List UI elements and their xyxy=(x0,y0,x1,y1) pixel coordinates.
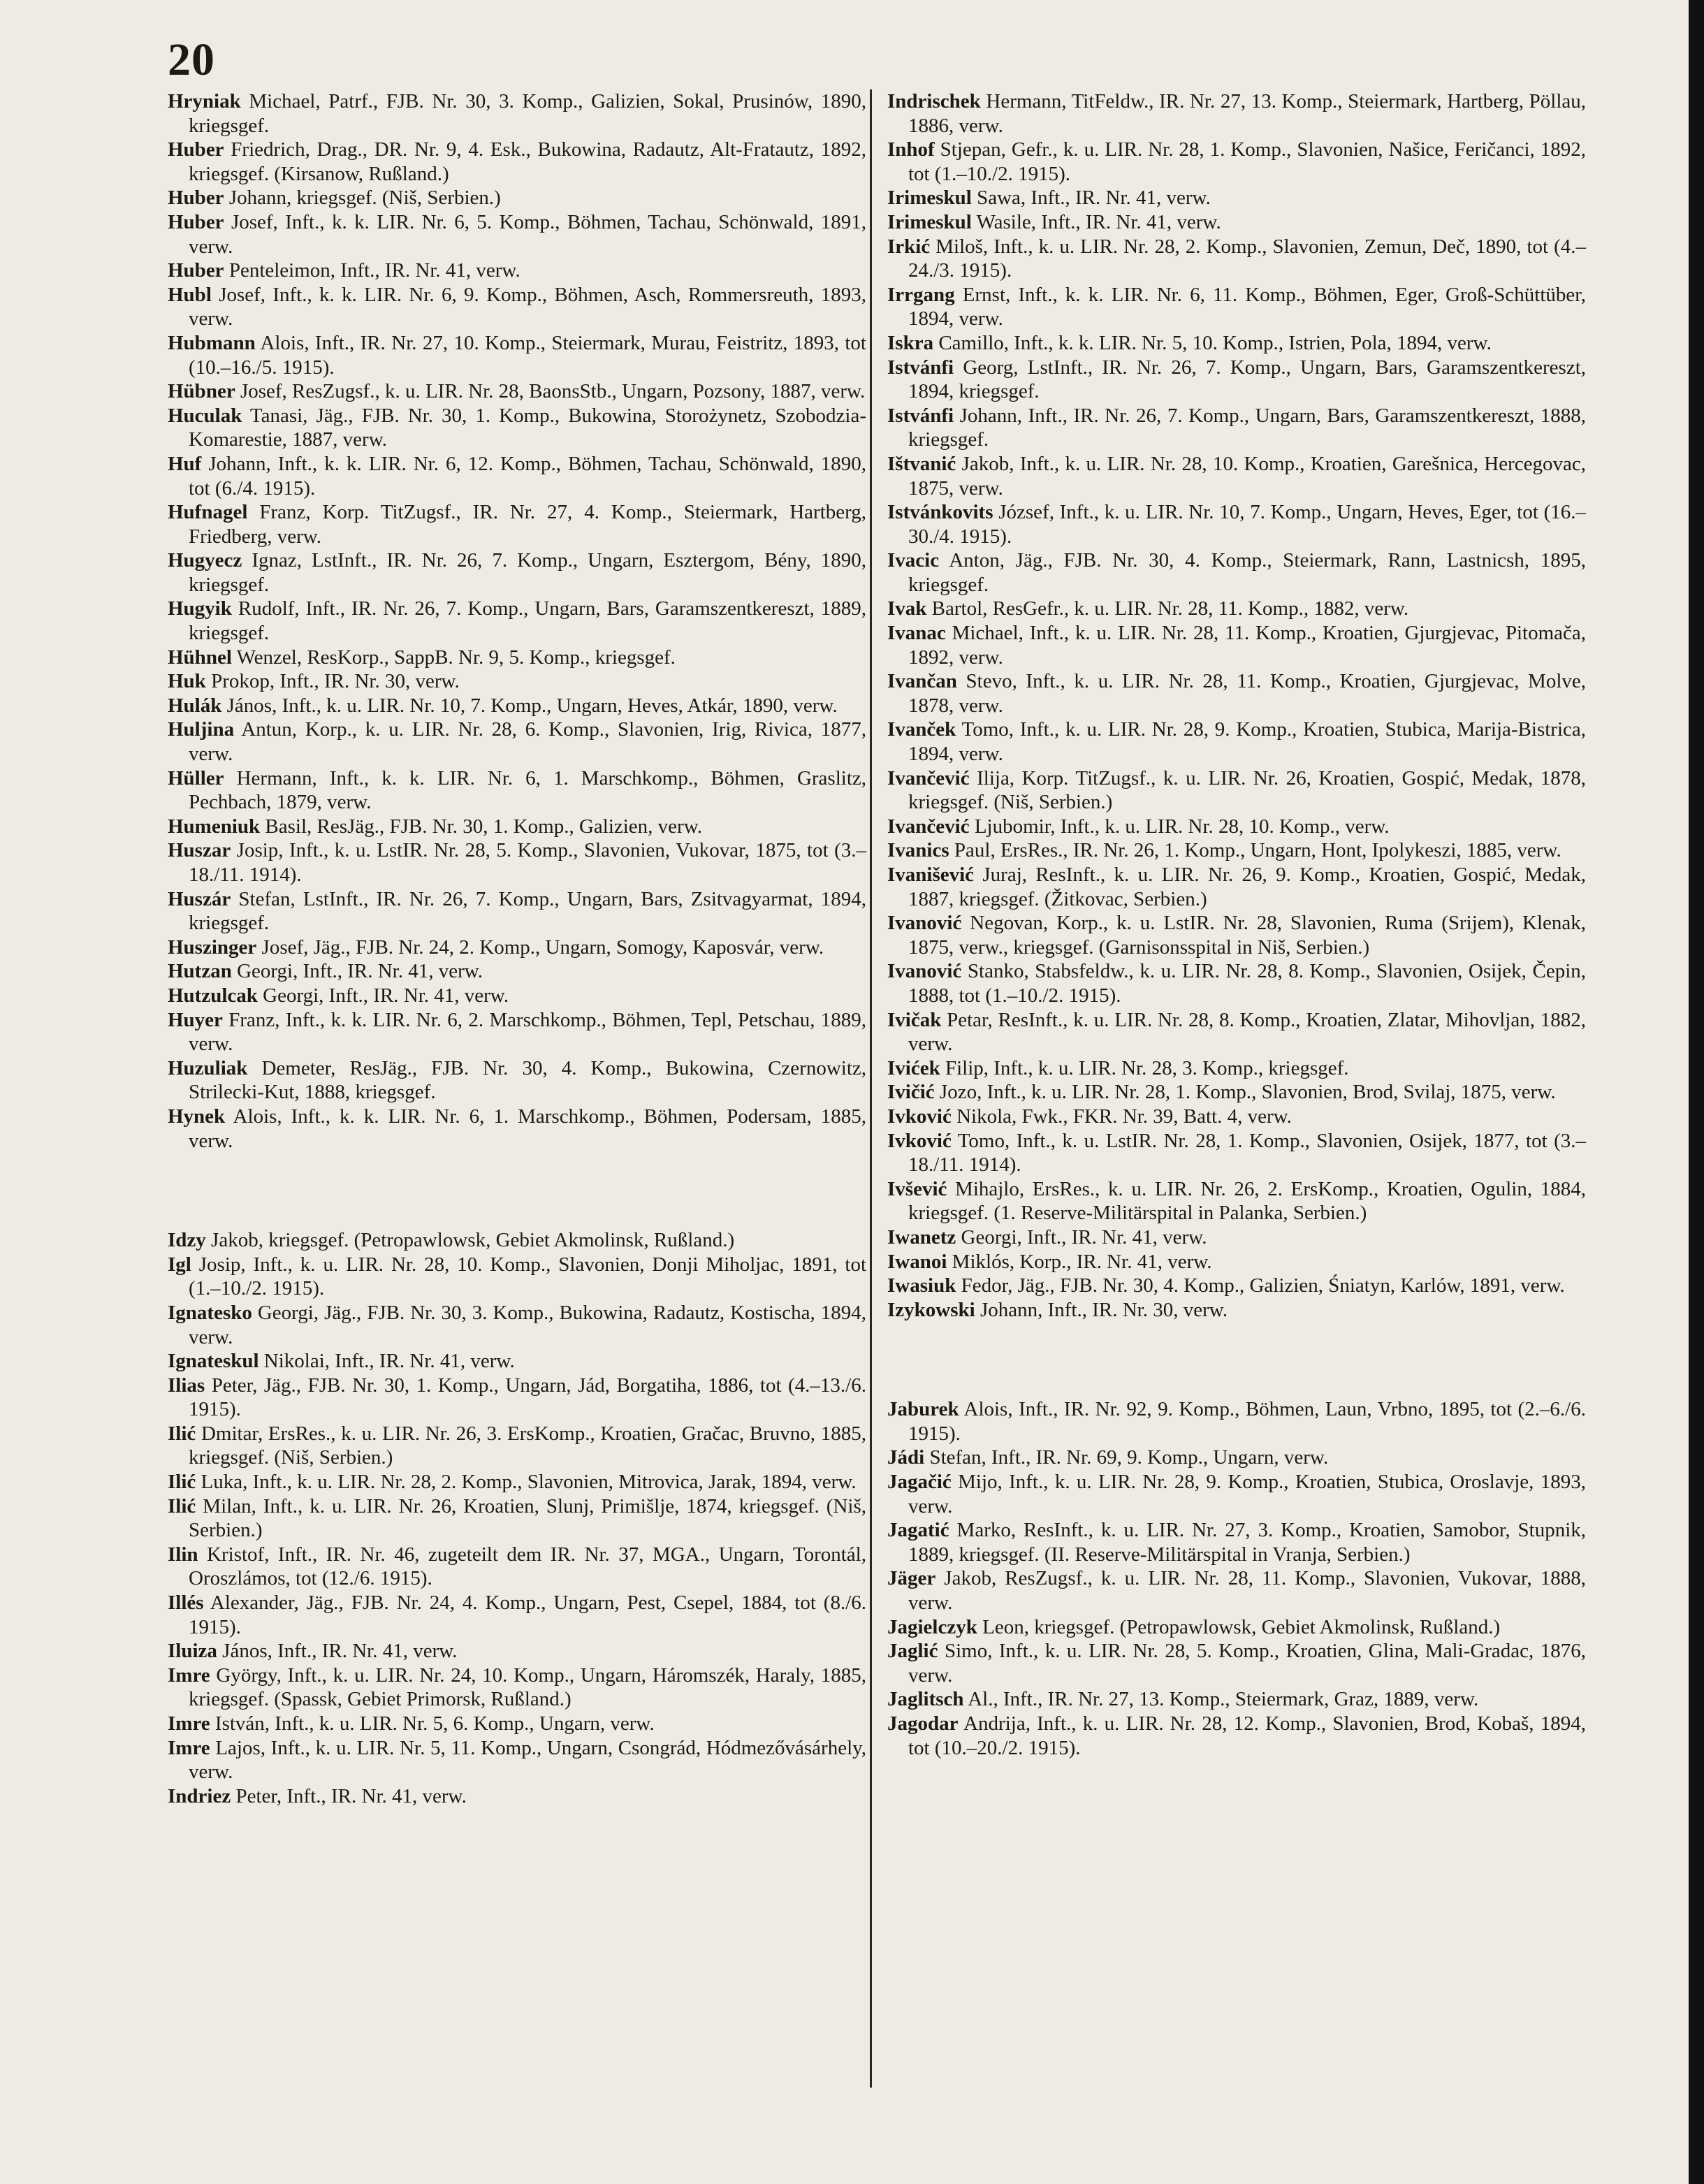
entry-details: Wenzel, ResKorp., SappB. Nr. 9, 5. Komp., kriegsgef. xyxy=(236,646,676,669)
list-entry xyxy=(168,186,866,210)
list-entry xyxy=(887,138,1586,186)
entry-details: Alois, Inft., IR. Nr. 27, 10. Komp., Steiermark, Murau, Feistritz, 1893, tot (10.–16./5. 1915). xyxy=(189,331,866,379)
entry-details: Petar, ResInft., k. u. LIR. Nr. 28, 8. Komp., Kroatien, Zlatar, Mihovljan, 1882, verw. xyxy=(908,1008,1586,1056)
list-entry xyxy=(168,500,866,548)
entry-surname: Iluiza xyxy=(168,1640,217,1663)
entry-details: Stevo, Inft., k. u. LIR. Nr. 28, 11. Komp., Kroatien, Gjurgjevac, Molve, 1878, verw. xyxy=(908,670,1587,717)
entry-surname: Iwasiuk xyxy=(887,1274,956,1297)
list-entry xyxy=(887,959,1586,1007)
list-entry xyxy=(887,1105,1586,1129)
entry-details: Andrija, Inft., k. u. LIR. Nr. 28, 12. Komp., Slavonien, Brod, Kobaš, 1894, tot (10.–20./2. 1915). xyxy=(908,1712,1586,1759)
entry-details: Paul, ErsRes., IR. Nr. 26, 1. Komp., Ungarn, Hont, Ipolykeszi, 1885, verw. xyxy=(954,839,1561,862)
entry-details: Demeter, ResJäg., FJB. Nr. 30, 4. Komp., Bukowina, Czernowitz, Strilecki-Kut, 1888, kriegsgef. xyxy=(189,1056,867,1104)
list-entry xyxy=(887,597,1586,621)
list-entry xyxy=(168,1374,866,1422)
entry-surname: Iwanoi xyxy=(887,1250,947,1273)
entry-details: Miloš, Inft., k. u. LIR. Nr. 28, 2. Komp., Slavonien, Zemun, Deč, 1890, tot (4.–24./3. 1915). xyxy=(908,235,1587,282)
entry-details: Jakob, ResZugsf., k. u. LIR. Nr. 28, 11. Komp., Slavonien, Vukovar, 1888, verw. xyxy=(908,1567,1587,1615)
list-entry xyxy=(887,548,1586,597)
entry-details: Michael, Patrf., FJB. Nr. 30, 3. Komp., Galizien, Sokal, Prusinów, 1890, kriegsgef. xyxy=(189,90,866,137)
entry-surname: Ivanović xyxy=(887,912,962,935)
entry-details: Wasile, Inft., IR. Nr. 41, verw. xyxy=(976,210,1221,233)
list-entry xyxy=(168,1784,866,1809)
entry-surname: Irrgang xyxy=(887,283,955,306)
entry-surname: Ilić xyxy=(168,1422,196,1445)
entry-surname: Istvánfi xyxy=(887,404,954,427)
list-entry xyxy=(887,838,1586,863)
entry-surname: Ivičić xyxy=(887,1081,935,1104)
entry-surname: Istvánfi xyxy=(887,356,954,379)
list-entry xyxy=(168,283,866,331)
entry-details: Stjepan, Gefr., k. u. LIR. Nr. 28, 1. Komp., Slavonien, Našice, Feričanci, 1892, tot (1.–10./2. 1915). xyxy=(908,138,1586,185)
entry-surname: Idzy xyxy=(168,1229,206,1252)
entry-surname: Hutzan xyxy=(168,960,232,983)
list-entry xyxy=(887,1566,1586,1615)
entry-details: Nikola, Fwk., FKR. Nr. 39, Batt. 4, verw. xyxy=(956,1105,1292,1128)
list-entry xyxy=(168,1736,866,1784)
entry-details: Alexander, Jäg., FJB. Nr. 24, 4. Komp., Ungarn, Pest, Csepel, 1884, tot (8./6. 1915). xyxy=(189,1592,866,1638)
list-entry xyxy=(168,766,866,815)
entry-surname: Huyer xyxy=(168,1008,223,1031)
entry-details: Stanko, Stabsfeldw., k. u. LIR. Nr. 28, 8. Komp., Slavonien, Osijek, Čepin, 1888, tot (1.–10./2. 1915). xyxy=(908,960,1586,1007)
page-number: 20 xyxy=(168,34,215,85)
entry-details: Josip, Inft., k. u. LIR. Nr. 28, 10. Komp., Slavonien, Donji Miholjac, 1891, tot (1.–10./2. 1915). xyxy=(189,1253,867,1300)
entry-details: Jakob, kriegsgef. (Petropawlowsk, Gebiet Akmolinsk, Rußland.) xyxy=(211,1229,735,1252)
list-entry xyxy=(887,718,1586,766)
list-entry xyxy=(168,1470,866,1494)
entry-details: Hermann, Inft., k. k. LIR. Nr. 6, 1. Marschkomp., Böhmen, Graslitz, Pechbach, 1879, verw. xyxy=(189,766,867,814)
entry-surname: Huber xyxy=(168,259,224,282)
list-entry xyxy=(168,210,866,259)
entry-surname: Ivanček xyxy=(887,718,956,741)
list-entry xyxy=(887,89,1586,138)
entry-surname: Huljina xyxy=(168,718,235,741)
entry-details: Al., Inft., IR. Nr. 27, 13. Komp., Steiermark, Graz, 1889, verw. xyxy=(968,1688,1479,1711)
entry-surname: Imre xyxy=(168,1712,210,1735)
entry-details: Tomo, Inft., k. u. LstIR. Nr. 28, 1. Komp., Slavonien, Osijek, 1877, tot (3.–18./11. 1914). xyxy=(908,1129,1586,1177)
entry-surname: Indriez xyxy=(168,1784,231,1807)
entry-surname: Jagielczyk xyxy=(887,1615,977,1638)
entry-details: Prokop, Inft., IR. Nr. 30, verw. xyxy=(211,670,460,693)
section-gap xyxy=(168,1153,866,1228)
list-entry xyxy=(168,548,866,597)
entry-details: Jakob, Inft., k. u. LIR. Nr. 28, 10. Komp., Kroatien, Garešnica, Hercegovac, 1875, verw. xyxy=(908,452,1587,500)
entry-surname: Istvánkovits xyxy=(887,501,993,524)
section-gap xyxy=(887,1322,1586,1397)
entry-details: Tomo, Inft., k. u. LIR. Nr. 28, 9. Komp., Kroatien, Stubica, Marija-Bistrica, 1894, verw. xyxy=(908,718,1586,766)
list-entry xyxy=(168,404,866,452)
list-entry xyxy=(887,1639,1586,1687)
list-entry xyxy=(168,1301,866,1349)
entry-details: Johann, kriegsgef. (Niš, Serbien.) xyxy=(228,187,501,210)
entry-surname: Jäger xyxy=(887,1567,936,1590)
entry-surname: Inhof xyxy=(887,138,935,161)
entry-surname: Jaburek xyxy=(887,1398,959,1421)
list-entry xyxy=(168,1712,866,1736)
entry-details: Penteleimon, Inft., IR. Nr. 41, verw. xyxy=(228,259,520,282)
entry-details: Johann, Inft., IR. Nr. 26, 7. Komp., Ungarn, Bars, Garamszentkereszt, 1888, kriegsgef. xyxy=(908,404,1587,451)
entry-details: Jozo, Inft., k. u. LIR. Nr. 28, 1. Komp., Slavonien, Brod, Svilaj, 1875, verw. xyxy=(939,1081,1556,1104)
list-entry xyxy=(887,1225,1586,1250)
entry-surname: Ilić xyxy=(168,1471,196,1494)
entry-details: Josef, ResZugsf., k. u. LIR. Nr. 28, BaonsStb., Ungarn, Pozsony, 1887, verw. xyxy=(240,380,866,403)
list-entry xyxy=(887,452,1586,500)
left-column-i-entries xyxy=(168,1228,866,1808)
list-entry xyxy=(887,1470,1586,1518)
entry-surname: Hynek xyxy=(168,1105,226,1128)
list-entry xyxy=(887,356,1586,404)
entry-details: Josef, Jäg., FJB. Nr. 24, 2. Komp., Ungarn, Somogy, Kaposvár, verw. xyxy=(261,936,824,959)
entry-surname: Jagačić xyxy=(887,1471,952,1494)
entry-surname: Hugyik xyxy=(168,597,232,620)
entry-details: Johann, Inft., IR. Nr. 30, verw. xyxy=(980,1298,1228,1321)
entry-surname: Jagatić xyxy=(887,1519,949,1542)
entry-surname: Ivanac xyxy=(887,622,946,645)
list-entry xyxy=(168,138,866,186)
entry-surname: Ivičak xyxy=(887,1008,942,1031)
list-entry xyxy=(168,452,866,500)
entry-surname: Izykowski xyxy=(887,1298,975,1321)
list-entry xyxy=(887,1518,1586,1566)
list-entry xyxy=(887,1712,1586,1760)
entry-details: Negovan, Korp., k. u. LstIR. Nr. 28, Slavonien, Ruma (Srijem), Klenak, 1875, verw., kriegsgef. (Garnisonsspital in Niš, Serbien.) xyxy=(908,912,1586,959)
entry-details: Hermann, TitFeldw., IR. Nr. 27, 13. Komp., Steiermark, Hartberg, Pöllau, 1886, verw. xyxy=(908,90,1586,137)
entry-details: Georgi, Inft., IR. Nr. 41, verw. xyxy=(263,984,509,1007)
list-entry xyxy=(887,1250,1586,1274)
list-entry xyxy=(168,669,866,694)
list-entry xyxy=(168,1228,866,1253)
entry-details: Franz, Korp. TitZugsf., IR. Nr. 27, 4. Komp., Steiermark, Hartberg, Friedberg, verw. xyxy=(189,501,867,548)
entry-details: Lajos, Inft., k. u. LIR. Nr. 5, 11. Komp., Ungarn, Csongrád, Hódmezővásárhely, verw. xyxy=(189,1736,867,1784)
entry-details: Leon, kriegsgef. (Petropawlowsk, Gebiet Akmolinsk, Rußland.) xyxy=(982,1615,1501,1638)
list-entry xyxy=(887,669,1586,718)
entry-surname: Huszár xyxy=(168,887,231,910)
entry-details: József, Inft., k. u. LIR. Nr. 10, 7. Komp., Ungarn, Heves, Eger, tot (16.–30./4. 1915). xyxy=(908,501,1587,548)
list-entry xyxy=(168,1056,866,1105)
list-entry xyxy=(887,766,1586,815)
list-entry xyxy=(887,500,1586,548)
list-entry xyxy=(168,984,866,1008)
entry-surname: Ivanics xyxy=(887,839,949,862)
entry-details: Peter, Jäg., FJB. Nr. 30, 1. Komp., Ungarn, Jád, Borgatiha, 1886, tot (4.–13./6. 1915). xyxy=(189,1374,866,1421)
entry-surname: Hutzulcak xyxy=(168,984,258,1007)
left-column-h-entries xyxy=(168,89,866,1153)
entry-surname: Iskra xyxy=(887,331,934,354)
list-entry xyxy=(887,1298,1586,1323)
entry-details: Miklós, Korp., IR. Nr. 41, verw. xyxy=(952,1250,1212,1273)
entry-details: János, Inft., IR. Nr. 41, verw. xyxy=(222,1640,458,1663)
entry-details: Mijo, Inft., k. u. LIR. Nr. 28, 9. Komp., Kroatien, Stubica, Oroslavje, 1893, verw. xyxy=(908,1471,1586,1517)
list-entry xyxy=(168,1253,866,1301)
entry-surname: Humeniuk xyxy=(168,815,261,838)
entry-surname: Ivanišević xyxy=(887,864,975,886)
list-entry xyxy=(887,210,1586,235)
list-entry xyxy=(168,1349,866,1374)
entry-surname: Huszar xyxy=(168,839,231,862)
list-entry xyxy=(887,1056,1586,1081)
entry-details: Kristof, Inft., IR. Nr. 46, zugeteilt dem IR. Nr. 37, MGA., Ungarn, Torontál, Oroszlámos, tot (12./6. 1915). xyxy=(189,1543,866,1590)
entry-details: Milan, Inft., k. u. LIR. Nr. 26, Kroatien, Slunj, Primišlje, 1874, kriegsgef. (Niš, Serbien.) xyxy=(189,1494,866,1542)
entry-details: Josef, Inft., k. k. LIR. Nr. 6, 9. Komp., Böhmen, Asch, Rommersreuth, 1893, verw. xyxy=(189,283,866,330)
list-entry xyxy=(887,1274,1586,1298)
list-entry xyxy=(168,1664,866,1712)
entry-surname: Irimeskul xyxy=(887,187,972,210)
list-entry xyxy=(887,815,1586,839)
entry-surname: Imre xyxy=(168,1736,210,1759)
entry-details: János, Inft., k. u. LIR. Nr. 10, 7. Komp., Ungarn, Heves, Atkár, 1890, verw. xyxy=(226,694,838,717)
entry-details: Rudolf, Inft., IR. Nr. 26, 7. Komp., Ungarn, Bars, Garamszentkereszt, 1889, kriegsgef. xyxy=(189,597,866,645)
list-entry xyxy=(887,621,1586,669)
entry-surname: Jaglitsch xyxy=(887,1688,964,1711)
entry-surname: Ivanović xyxy=(887,960,962,983)
list-entry xyxy=(887,283,1586,331)
right-column xyxy=(887,89,1586,1760)
left-column xyxy=(168,89,866,1808)
list-entry xyxy=(168,959,866,984)
entry-surname: Ilias xyxy=(168,1374,205,1397)
entry-details: Bartol, ResGefr., k. u. LIR. Nr. 28, 11. Komp., 1882, verw. xyxy=(931,597,1409,620)
list-entry xyxy=(887,235,1586,283)
entry-surname: Illés xyxy=(168,1592,204,1615)
list-entry xyxy=(168,1591,866,1639)
entry-surname: Huber xyxy=(168,210,224,233)
entry-details: Alois, Inft., IR. Nr. 92, 9. Komp., Böhmen, Laun, Vrbno, 1895, tot (2.–6./6. 1915). xyxy=(908,1398,1586,1445)
list-entry xyxy=(887,331,1586,356)
entry-surname: Ivak xyxy=(887,597,927,620)
entry-details: György, Inft., k. u. LIR. Nr. 24, 10. Komp., Ungarn, Háromszék, Haraly, 1885, kriegsgef. (Spassk, Gebiet Primorsk, Rußland.) xyxy=(189,1664,867,1711)
entry-surname: Huber xyxy=(168,187,224,210)
entry-surname: Huk xyxy=(168,670,206,693)
list-entry xyxy=(168,694,866,718)
entry-surname: Ivančević xyxy=(887,766,970,789)
entry-details: Camillo, Inft., k. k. LIR. Nr. 5, 10. Komp., Istrien, Pola, 1894, verw. xyxy=(938,331,1492,354)
entry-details: Ignaz, LstInft., IR. Nr. 26, 7. Komp., Ungarn, Esztergom, Bény, 1890, kriegsgef. xyxy=(189,549,867,596)
entry-surname: Ignateskul xyxy=(168,1350,259,1373)
entry-surname: Iwanetz xyxy=(887,1225,956,1248)
entry-details: Antun, Korp., k. u. LIR. Nr. 28, 6. Komp., Slavonien, Irig, Rivica, 1877, verw. xyxy=(189,718,866,766)
entry-details: Alois, Inft., k. k. LIR. Nr. 6, 1. Marschkomp., Böhmen, Podersam, 1885, verw. xyxy=(189,1105,866,1152)
list-entry xyxy=(887,1687,1586,1712)
list-entry xyxy=(887,863,1586,911)
entry-surname: Hübner xyxy=(168,380,235,403)
entry-surname: Ivacic xyxy=(887,549,940,572)
entry-details: Stefan, Inft., IR. Nr. 69, 9. Komp., Ungarn, verw. xyxy=(929,1446,1329,1469)
entry-details: Ljubomir, Inft., k. u. LIR. Nr. 28, 10. Komp., verw. xyxy=(974,815,1390,838)
list-entry xyxy=(168,1639,866,1664)
entry-details: Ilija, Korp. TitZugsf., k. u. LIR. Nr. 26, Kroatien, Gospić, Medak, 1878, kriegsgef. (Niš, Serbien.) xyxy=(908,766,1587,814)
entry-details: Georg, LstInft., IR. Nr. 26, 7. Komp., Ungarn, Bars, Garamszentkereszt, 1894, kriegsgef. xyxy=(908,356,1587,403)
entry-surname: Jagodar xyxy=(887,1712,959,1735)
entry-surname: Ivšević xyxy=(887,1177,947,1200)
entry-surname: Imre xyxy=(168,1664,210,1687)
entry-surname: Ivićek xyxy=(887,1056,940,1079)
list-entry xyxy=(887,1397,1586,1446)
list-entry xyxy=(168,1008,866,1056)
entry-details: Nikolai, Inft., IR. Nr. 41, verw. xyxy=(263,1350,515,1373)
list-entry xyxy=(887,1080,1586,1105)
entry-details: Michael, Inft., k. u. LIR. Nr. 28, 11. Komp., Kroatien, Gjurgjevac, Pitomača, 1892, verw. xyxy=(908,622,1587,669)
entry-surname: Ivković xyxy=(887,1129,952,1152)
entry-details: Dmitar, ErsRes., k. u. LIR. Nr. 26, 3. ErsKomp., Kroatien, Gračac, Bruvno, 1885, kriegsgef. (Niš, Serbien.) xyxy=(189,1422,866,1469)
entry-surname: Ištvanić xyxy=(887,452,956,475)
entry-details: Georgi, Inft., IR. Nr. 41, verw. xyxy=(961,1225,1207,1248)
list-entry xyxy=(168,815,866,839)
list-entry xyxy=(887,1129,1586,1177)
entry-details: Josef, Inft., k. k. LIR. Nr. 6, 5. Komp., Böhmen, Tachau, Schönwald, 1891, verw. xyxy=(189,210,866,258)
entry-details: Friedrich, Drag., DR. Nr. 9, 4. Esk., Bukowina, Radautz, Alt-Fratautz, 1892, kriegsgef. (Kirsanow, Rußland.) xyxy=(189,138,867,185)
list-entry xyxy=(168,259,866,283)
column-divider xyxy=(870,89,872,2088)
entry-surname: Huculak xyxy=(168,404,242,427)
list-entry xyxy=(168,646,866,670)
entry-surname: Indrischek xyxy=(887,90,981,112)
entry-details: Sawa, Inft., IR. Nr. 41, verw. xyxy=(977,187,1211,210)
entry-details: Stefan, LstInft., IR. Nr. 26, 7. Komp., Ungarn, Bars, Zsitvagyarmat, 1894, kriegsgef. xyxy=(189,887,866,935)
entry-surname: Hryniak xyxy=(168,90,241,112)
list-entry xyxy=(168,1422,866,1470)
right-column-j-entries xyxy=(887,1397,1586,1760)
entry-surname: Ivančan xyxy=(887,670,957,693)
entry-details: Peter, Inft., IR. Nr. 41, verw. xyxy=(235,1784,467,1807)
entry-surname: Jaglić xyxy=(887,1640,938,1663)
entry-details: Georgi, Inft., IR. Nr. 41, verw. xyxy=(237,960,483,983)
entry-surname: Igl xyxy=(168,1253,191,1276)
entry-surname: Irkić xyxy=(887,235,931,258)
entry-surname: Huf xyxy=(168,452,202,475)
entry-surname: Ivković xyxy=(887,1105,952,1128)
list-entry xyxy=(887,186,1586,210)
list-entry xyxy=(168,331,866,379)
entry-surname: Hugyecz xyxy=(168,549,242,572)
list-entry xyxy=(887,1446,1586,1470)
entry-surname: Huzuliak xyxy=(168,1056,248,1079)
entry-details: Filip, Inft., k. u. LIR. Nr. 28, 3. Komp., kriegsgef. xyxy=(945,1056,1349,1079)
list-entry xyxy=(168,887,866,936)
entry-surname: Jádi xyxy=(887,1446,925,1469)
entry-details: Marko, ResInft., k. u. LIR. Nr. 27, 3. Komp., Kroatien, Samobor, Stupnik, 1889, kriegsgef. (II. Reserve-Militärspital in Vranja, Serbien.) xyxy=(908,1519,1586,1566)
right-column-i-entries xyxy=(887,89,1586,1322)
entry-surname: Huszinger xyxy=(168,936,257,959)
list-entry xyxy=(168,89,866,138)
entry-details: Johann, Inft., k. k. LIR. Nr. 6, 12. Komp., Böhmen, Tachau, Schönwald, 1890, tot (6./4. 1915). xyxy=(189,452,867,500)
entry-details: Josip, Inft., k. u. LstIR. Nr. 28, 5. Komp., Slavonien, Vukovar, 1875, tot (3.–18./11. 1914). xyxy=(189,839,867,886)
entry-surname: Huber xyxy=(168,138,224,161)
entry-details: Franz, Inft., k. k. LIR. Nr. 6, 2. Marschkomp., Böhmen, Tepl, Petschau, 1889, verw. xyxy=(189,1008,866,1056)
list-entry xyxy=(168,379,866,404)
entry-surname: Irimeskul xyxy=(887,210,972,233)
entry-surname: Hufnagel xyxy=(168,501,248,524)
list-entry xyxy=(887,1008,1586,1056)
entry-details: Fedor, Jäg., FJB. Nr. 30, 4. Komp., Galizien, Śniatyn, Karlów, 1891, verw. xyxy=(961,1274,1565,1297)
list-entry xyxy=(887,911,1586,959)
list-entry xyxy=(168,1494,866,1543)
list-entry xyxy=(168,1105,866,1153)
entry-surname: Hulák xyxy=(168,694,222,717)
list-entry xyxy=(887,1615,1586,1640)
list-entry xyxy=(168,936,866,960)
entry-surname: Hühnel xyxy=(168,646,232,669)
entry-details: István, Inft., k. u. LIR. Nr. 5, 6. Komp., Ungarn, verw. xyxy=(214,1712,655,1735)
list-entry xyxy=(168,597,866,645)
entry-details: Mihajlo, ErsRes., k. u. LIR. Nr. 26, 2. ErsKomp., Kroatien, Ogulin, 1884, kriegsgef. (1. Reserve-Militärspital in Palanka, Serbien.) xyxy=(908,1177,1587,1225)
entry-details: Basil, ResJäg., FJB. Nr. 30, 1. Komp., Galizien, verw. xyxy=(265,815,703,838)
entry-surname: Ilin xyxy=(168,1543,198,1566)
entry-details: Anton, Jäg., FJB. Nr. 30, 4. Komp., Steiermark, Rann, Lastnicsh, 1895, kriegsgef. xyxy=(908,549,1586,596)
entry-details: Georgi, Jäg., FJB. Nr. 30, 3. Komp., Bukowina, Radautz, Kostischa, 1894, verw. xyxy=(189,1301,867,1348)
entry-surname: Ivančević xyxy=(887,815,970,838)
entry-surname: Ilić xyxy=(168,1494,196,1517)
entry-surname: Hüller xyxy=(168,766,224,789)
entry-details: Simo, Inft., k. u. LIR. Nr. 28, 5. Komp., Kroatien, Glina, Mali-Gradac, 1876, verw. xyxy=(908,1640,1586,1687)
entry-details: Luka, Inft., k. u. LIR. Nr. 28, 2. Komp., Slavonien, Mitrovica, Jarak, 1894, verw. xyxy=(201,1471,857,1494)
scan-edge-shadow xyxy=(1689,0,1704,2184)
entry-details: Juraj, ResInft., k. u. LIR. Nr. 26, 9. Komp., Kroatien, Gospić, Medak, 1887, kriegsgef. (Žitkovac, Serbien.) xyxy=(908,864,1587,910)
list-entry xyxy=(168,718,866,766)
list-entry xyxy=(887,1177,1586,1225)
list-entry xyxy=(168,838,866,887)
entry-details: Tanasi, Jäg., FJB. Nr. 30, 1. Komp., Bukowina, Storożynetz, Szobodzia-Komarestie, 1887, verw. xyxy=(189,404,866,451)
entry-surname: Hubmann xyxy=(168,331,256,354)
list-entry xyxy=(887,404,1586,452)
entry-details: Ernst, Inft., k. k. LIR. Nr. 6, 11. Komp., Böhmen, Eger, Groß-Schüttüber, 1894, verw. xyxy=(908,283,1586,330)
entry-surname: Ignatesko xyxy=(168,1301,252,1324)
list-entry xyxy=(168,1543,866,1591)
entry-surname: Hubl xyxy=(168,283,212,306)
